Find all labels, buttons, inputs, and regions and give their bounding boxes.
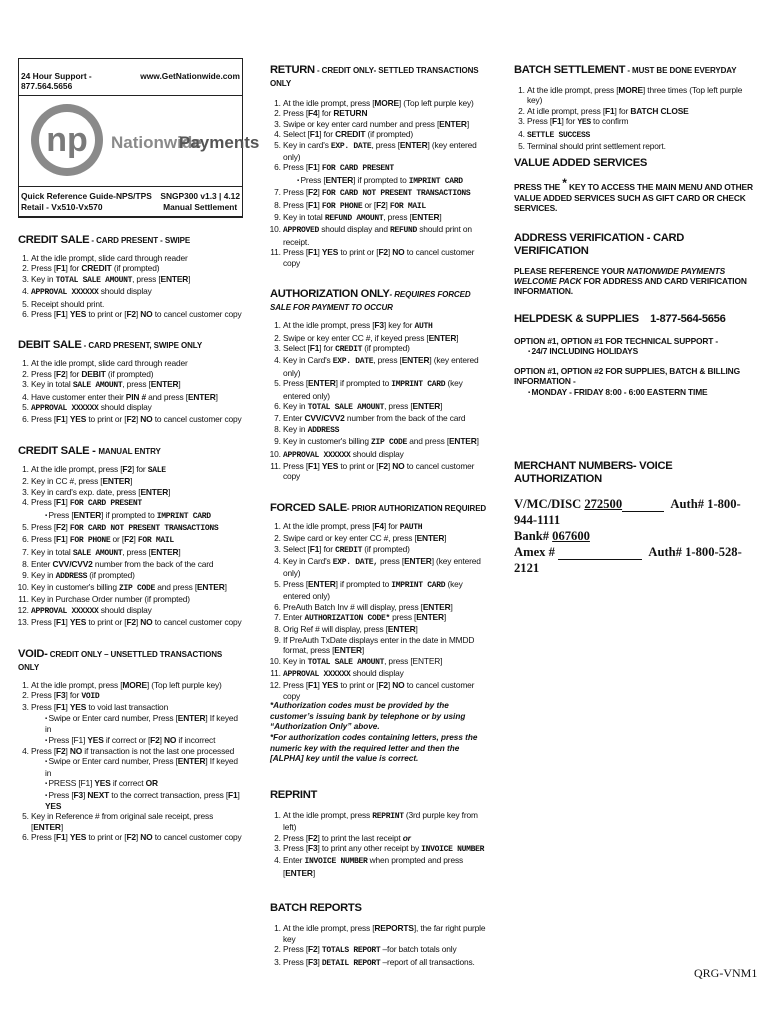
- section-address-verification: ADDRESS VERIFICATION - CARD VERIFICATION PLEASE REFERENCE YOUR NATIONWIDE PAYMENTS WELCOME PACK FOR ADDRESS AND CARD VERIFICATION INFORMATION.: [514, 231, 747, 297]
- svg-text:Nationwide: Nationwide: [111, 133, 202, 152]
- section-batch-reports: BATCH REPORTS 1. At the idle prompt, press [REPORTS], the far right purple key 2. Press [F2] TOTALS REPORT –for batch totals only 3. Press [F3] DETAIL REPORT –report of all transactions.: [270, 902, 492, 969]
- section-debit: DEBIT SALE - CARD PRESENT, SWIPE ONLY 1. At the idle prompt, slide card through reader 2. Press [F2] for DEBIT (if prompted) 3. Key in total SALE AMOUNT, press [ENTER] 4. Have customer enter their PIN # and press [ENTER] 5. APPROVAL XXXXXX should display 6. Press [F1] YES to print or [F2] NO to cancel customer copy: [18, 339, 243, 424]
- header-box: [18, 58, 260, 218]
- support-phone: 24 Hour Support - 877.564.5656: [21, 71, 92, 91]
- forced-note-1: *Authorization codes must be provided by the customer’s issuing bank by telephone or by using “Authorization Only” above.: [270, 701, 466, 732]
- reference-row: Quick Reference Guide-NPS/TPS Retail - Vx510-Vx570 SNGP300 v1.3 | 4.12 Manual Settlement: [19, 187, 242, 217]
- merchant-bank-line: Bank# 067600: [514, 528, 590, 543]
- nationwide-payments-logo: [19, 96, 260, 187]
- svg-text:np: np: [46, 121, 88, 159]
- section-merchant-numbers: MERCHANT NUMBERS- VOICE AUTHORIZATION V/MC/DISC 272500 Auth# 1-800-944-1111 Bank# 067600 Amex # Auth# 1-800-528-2121: [514, 460, 754, 576]
- section-reprint: REPRINT 1. At the idle prompt, press REPRINT (3rd purple key from left) 2. Press [F2] to print the last receipt or 3. Press [F3] to print any other receipt by INVOICE NUMBER 4. Enter INVOICE NUMBER when prompted and press [ENTER]: [270, 789, 492, 878]
- website-link[interactable]: www.GetNationwide.com: [140, 71, 240, 81]
- footer-code: QRG-VNM1: [694, 966, 758, 980]
- np-logo-icon: [19, 96, 260, 186]
- section-value-added: VALUE ADDED SERVICES PRESS THE * KEY TO ACCESS THE MAIN MENU AND OTHER VALUE ADDED SERVICES SUCH AS GIFT CARD OR CHECK SERVICES.: [514, 157, 753, 214]
- section-void: VOID- CREDIT ONLY – UNSETTLED TRANSACTIONS ONLY 1. At the idle prompt, press [MORE] (Top left purple key) 2. Press [F3] for VOID 3. Press [F1] YES to void last transaction ▪ Swipe or Enter card number, Press [ENTER] If keyed in ▪ Press [F1] YES if correct or [F2] NO if incorrect 4. Press [F2] NO if transaction is not the last one processed ▪ Swipe or Enter card number, Press [ENTER] If keyed in ▪ PRESS [F1] YES if correct OR ▪ Press [F3] NEXT to the correct transaction, press [F1] YES 5. Key in Reference # from original sale receipt, press [ENTER] 6. Press [F1] YES to print or [F2] NO to cancel customer copy: [18, 648, 243, 843]
- merchant-amex-line: Amex # Auth# 1-800-528-2121: [514, 544, 742, 575]
- section-forced-sale: FORCED SALE- PRIOR AUTHORIZATION REQUIRED 1. At the idle prompt, press [F4] for PAUTH 2. Swipe card or key enter CC #, press [ENTER] 3. Select [F1] for CREDIT (if prompted) 4. Key in Card's EXP. DATE, press [ENTER] (key entered only) 5. Press [ENTER] if prompted to IMPRINT CARD (key entered only) 6. PreAuth Batch Inv # will display, press [ENTER] 7. Enter AUTHORIZATION CODE* press [ENTER] 8. Orig Ref # will display, press [ENTER] 9. If PreAuth TxDate displays enter in the date in MMDD format, press [ENTER] 10. Key in TOTAL SALE AMOUNT, press [ENTER] 11. APPROVAL XXXXXX should display 12. Press [F1] YES to print or [F2] NO to cancel customer copy *Authorization codes must be provided by the customer’s issuing bank by telephone or by using “Authorization Only” above. *For authorization codes containing letters, press the numeric key with the required letter and then the [ALPHA] key until the value is correct.: [270, 502, 492, 765]
- section-credit-manual: CREDIT SALE - MANUAL ENTRY 1. At the idle prompt, press [F2] for SALE 2. Key in CC #, press [ENTER] 3. Key in card's exp. date, press [ENTER] 4. Press [F1] FOR CARD PRESENT ▪ Press [ENTER] if prompted to IMPRINT CARD 5. Press [F2] FOR CARD NOT PRESENT TRANSACTIONS 6. Press [F1] FOR PHONE or [F2] FOR MAIL 7. Key in total SALE AMOUNT, press [ENTER] 8. Enter CVV/CVV2 number from the back of the card 9. Key in ADDRESS (if prompted) 10. Key in customer's billing ZIP CODE and press [ENTER] 11. Key in Purchase Order number (if prompted) 12. APPROVAL XXXXXX should display 13. Press [F1] YES to print or [F2] NO to cancel customer copy: [18, 445, 243, 628]
- section-helpdesk: HELPDESK & SUPPLIES 1-877-564-5656 OPTION #1, OPTION #1 FOR TECHNICAL SUPPORT - ▪ 24/7 INCLUDING HOLIDAYS OPTION #1, OPTION #2 FOR SUPPLIES, BATCH & BILLING INFORMATION - ▪ MONDAY - FRIDAY 8:00 - 6:00 EASTERN TIME: [514, 313, 754, 398]
- merchant-vmc-line: V/MC/DISC 272500 Auth# 1-800-944-1111: [514, 496, 741, 527]
- support-bar: [19, 59, 242, 96]
- section-credit-swipe: CREDIT SALE - CARD PRESENT - SWIPE 1. At the idle prompt, slide card through reader 2. Press [F1] for CREDIT (if prompted) 3. Key in TOTAL SALE AMOUNT, press [ENTER] 4. APPROVAL XXXXXX should display 5. Receipt should print. 6. Press [F1] YES to print or [F2] NO to cancel customer copy: [18, 234, 243, 319]
- section-auth-only: AUTHORIZATION ONLY- REQUIRES FORCED SALE FOR PAYMENT TO OCCUR 1. At the idle prompt, press [F3] key for AUTH 2. Swipe or key enter CC #, if keyed press [ENTER] 3. Select [F1] for CREDIT (if prompted) 4. Key in Card's EXP. DATE, press [ENTER] (key entered only) 5. Press [ENTER] if prompted to IMPRINT CARD (key entered only) 6. Key in TOTAL SALE AMOUNT, press [ENTER] 7. Enter CVV/CVV2 number from the back of the card 8. Key in ADDRESS 9. Key in customer's billing ZIP CODE and press [ENTER] 10. APPROVAL XXXXXX should display 11. Press [F1] YES to print or [F2] NO to cancel customer copy: [270, 288, 492, 482]
- svg-text:Payments: Payments: [179, 133, 260, 152]
- section-return: RETURN - CREDIT ONLY- SETTLED TRANSACTIONS ONLY 1. At the idle prompt, press [MORE] (Top left purple key) 2. Press [F4] for RETURN 3. Swipe or key enter card number and press [ENTER] 4. Select [F1] for CREDIT (if prompted) 5. Key in card's EXP. DATE, press [ENTER] (key entered only) 6. Press [F1] FOR CARD PRESENT ▪ Press [ENTER] if prompted to IMPRINT CARD 7. Press [F2] FOR CARD NOT PRESENT TRANSACTIONS 8. Press [F1] FOR PHONE or [F2] FOR MAIL 9. Key in total REFUND AMOUNT, press [ENTER] 10. APPROVED should display and REFUND should print on receipt. 11. Press [F1] YES to print or [F2] NO to cancel customer copy: [270, 64, 492, 268]
- section-title: CREDIT SALE - CARD PRESENT - SWIPE: [18, 234, 191, 246]
- section-batch-settlement: BATCH SETTLEMENT - MUST BE DONE EVERYDAY 1. At the idle prompt, press [MORE] three times (Top left purple key) 2. At idle prompt, press [F1] for BATCH CLOSE 3. Press [F1] for YES to confirm 4. SETTLE SUCCESS 5. Terminal should print settlement report.: [514, 64, 754, 151]
- forced-note-2: *For authorization codes containing letters, press the numeric key with the required letter and then the [ALPHA] key until the value is correct.: [270, 733, 478, 764]
